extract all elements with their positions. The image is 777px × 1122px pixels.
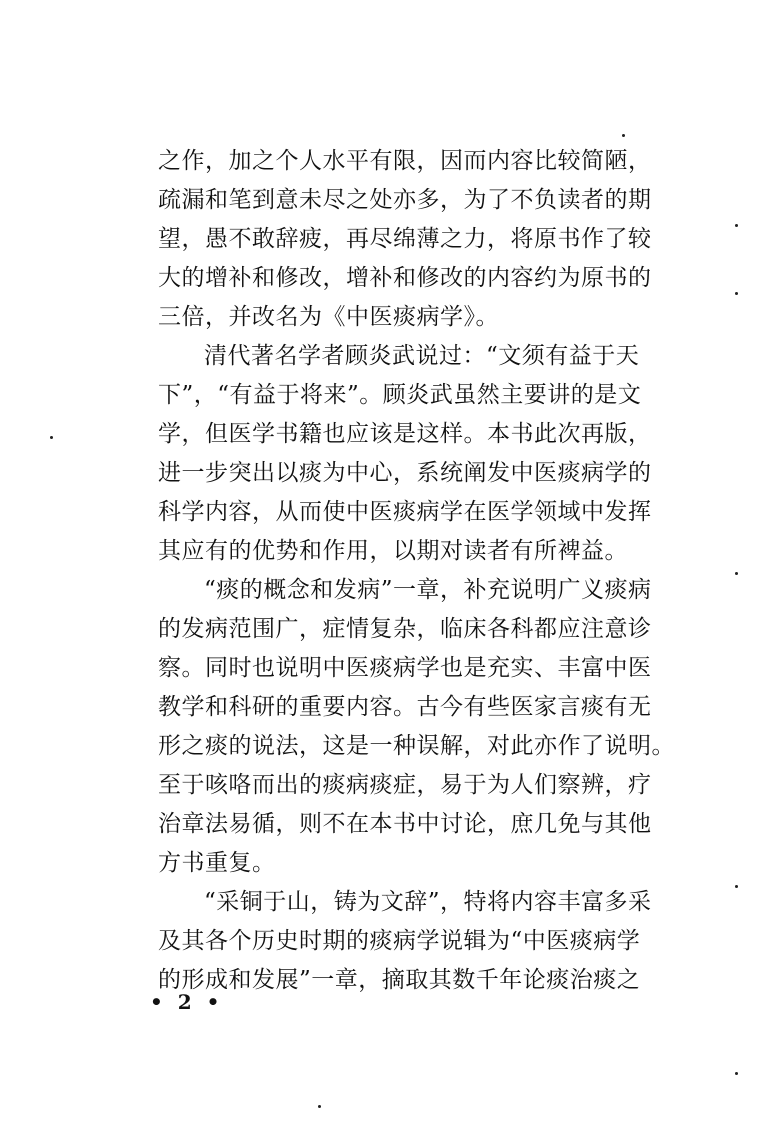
body-text xyxy=(158,142,675,1000)
text-line: 清代著名学者顾炎武说过：“文须有益于天 xyxy=(204,343,640,369)
text-line: 望，愚不敢辞疲，再尽绵薄之力，将原书作了较 xyxy=(158,226,652,252)
scan-speck xyxy=(50,436,53,439)
text-line: “痰的概念和发病”一章，补充说明广义痰病 xyxy=(204,577,652,603)
text-line: 进一步突出以痰为中心，系统阐发中医痰病学的 xyxy=(158,460,652,486)
scan-speck xyxy=(735,885,738,888)
text-line: “采铜于山，铸为文辞”，特将内容丰富多采 xyxy=(204,889,652,915)
text-line: 的形成和发展”一章，摘取其数千年论痰治痰之 xyxy=(158,967,641,993)
scan-speck xyxy=(735,1072,738,1075)
text-line: 大的增补和修改，增补和修改的内容约为原书的 xyxy=(158,265,652,291)
scan-speck xyxy=(735,224,738,227)
text-line: 学，但医学书籍也应该是这样。本书此次再版， xyxy=(158,421,652,447)
scan-speck xyxy=(735,292,738,295)
text-line: 方书重复。 xyxy=(158,850,276,876)
text-line: 教学和科研的重要内容。古今有些医家言痰有无 xyxy=(158,694,652,720)
text-line: 至于咳咯而出的痰病痰症，易于为人们察辨，疗 xyxy=(158,772,652,798)
text-line: 之作，加之个人水平有限，因而内容比较简陋， xyxy=(158,148,652,174)
page-number: • 2 • xyxy=(150,990,224,1014)
text-line: 下”，“有益于将来”。顾炎武虽然主要讲的是文 xyxy=(158,382,642,408)
text-line: 形之痰的说法，这是一种误解，对此亦作了说明。 xyxy=(158,733,675,759)
scan-speck xyxy=(622,134,625,137)
text-line: 的发病范围广，症情复杂，临床各科都应注意诊 xyxy=(158,616,652,642)
text-line: 疏漏和笔到意未尽之处亦多，为了不负读者的期 xyxy=(158,187,652,213)
scan-speck xyxy=(735,572,738,575)
text-line: 及其各个历史时期的痰病学说辑为“中医痰病学 xyxy=(158,928,641,954)
scan-speck xyxy=(318,1105,321,1108)
text-line: 察。同时也说明中医痰病学也是充实、丰富中医 xyxy=(158,655,652,681)
text-line: 三倍，并改名为《中医痰病学》。 xyxy=(158,304,499,330)
text-line: 其应有的优势和作用，以期对读者有所裨益。 xyxy=(158,538,628,564)
text-line: 科学内容，从而使中医痰病学在医学领域中发挥 xyxy=(158,499,652,525)
text-line: 治章法易循，则不在本书中讨论，庶几免与其他 xyxy=(158,811,652,837)
